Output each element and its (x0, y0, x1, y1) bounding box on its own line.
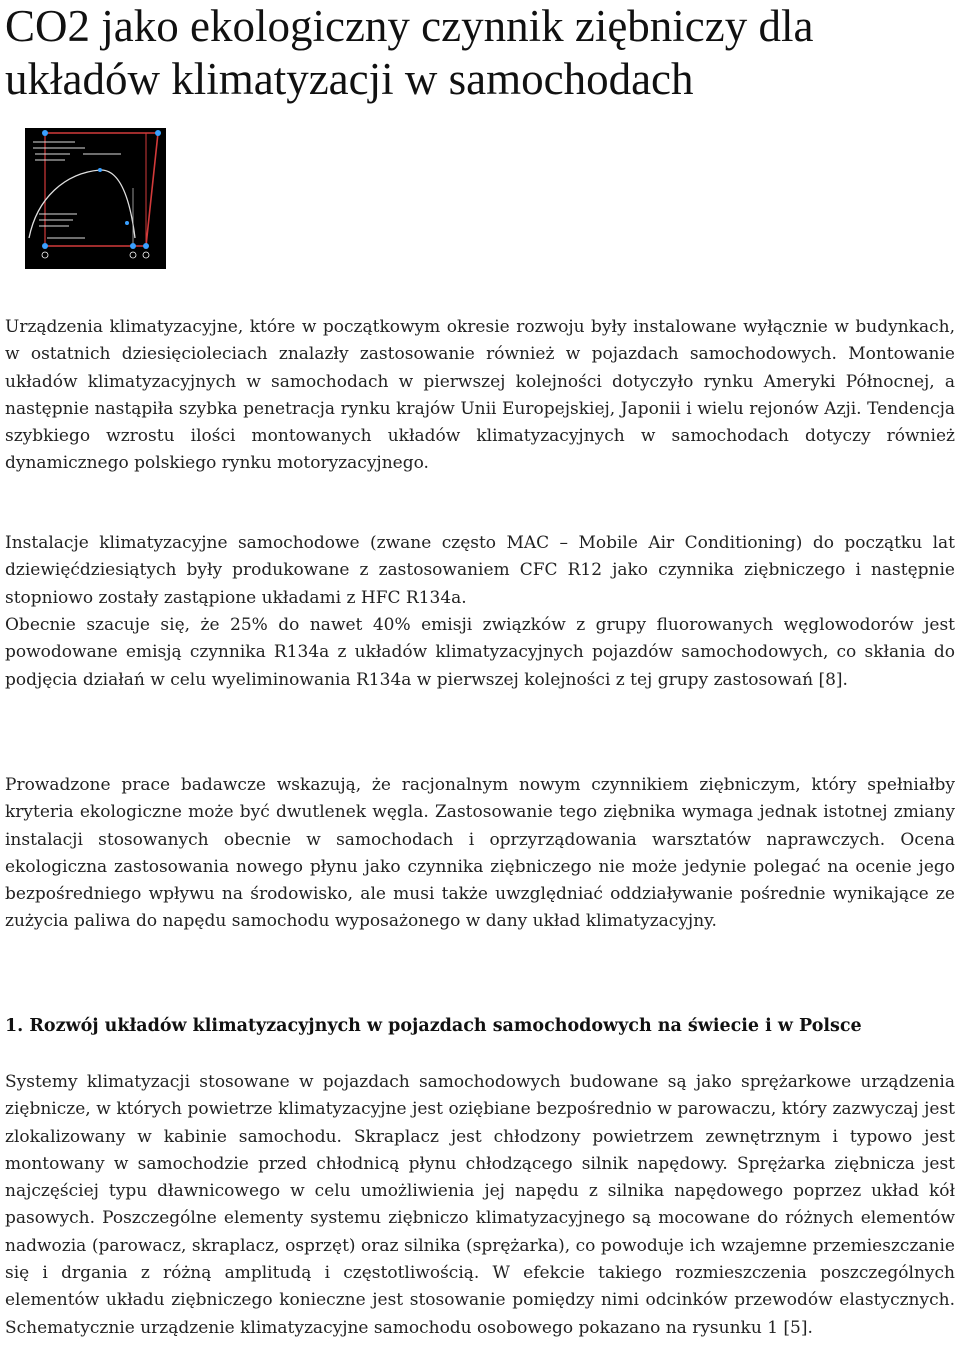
paragraph-mac-history: Instalacje klimatyzacyjne samochodowe (zwane często MAC – Mobile Air Conditioning) do początku lat dziewięćdziesiątych były produkowane z zastosowaniem CFC R12 jako czynnika ziębniczego i następnie stopniowo zostały zastąpione układami z HFC R134a. (5, 533, 955, 608)
section-heading: 1. Rozwój układów klimatyzacyjnych w pojazdach samochodowych na świecie i w Polsce (5, 1016, 862, 1036)
paragraph-intro: Urządzenia klimatyzacyjne, które w początkowym okresie rozwoju były instalowane wyłącznie w budynkach, w ostatnich dziesięcioleciach znalazły zastosowanie również w pojazdach samochodowych. Montowanie układów klimatyzacyjnych w samochodach w pierwszej kolejności dotyczyło rynku Ameryki Północnej, a następnie nastąpiła szybka penetracja rynku krajów Unii Europejskiej, Japonii i wielu rejonów Azji. Tendencja szybkiego wzrostu ilości montowanych układów klimatyzacyjnych w samochodach dotyczy również dynamicznego polskiego rynku motoryzacyjnego. (5, 317, 955, 474)
page-title: CO2 jako ekologiczny czynnik ziębniczy dla układów klimatyzacji w samochodach (5, 1, 814, 104)
cycle-diagram-figure (25, 128, 166, 269)
paragraph-research: Prowadzone prace badawcze wskazują, że racjonalnym nowym czynnikiem ziębniczym, który spełniałby kryteria ekologiczne może być dwutlenek węgla. Zastosowanie tego ziębnika wymaga jednak istotnej zmiany instalacji stosowanych obecnie w samochodach i oprzyrządowania warsztatów naprawczych. Ocena ekologiczna zastosowania nowego płynu jako czynnika ziębniczego nie może jedynie polegać na ocenie jego bezpośredniego wpływu na środowisko, ale musi także uwzględniać oddziaływanie pośrednie wynikające ze zużycia paliwa do napędu samochodu wyposażonego w dany układ klimatyzacyjny. (5, 775, 955, 932)
paragraph-systems: Systemy klimatyzacji stosowane w pojazdach samochodowych budowane są jako sprężarkowe urządzenia ziębnicze, w których powietrze klimatyzacyjne jest oziębiane bezpośrednio w parowaczu, który zazwyczaj jest zlokalizowany w kabinie samochodu. Skraplacz jest chłodzony powietrzem zewnętrznym i typowo jest montowany w samochodzie przed chłodnicą płynu chłodzącego silnik napędowy. Sprężarka ziębnicza jest najczęściej typu dławnicowego w celu umożliwienia jej napędu z silnika napędowego poprzez układ kół pasowych. Poszczególne elementy systemu ziębniczo klimatyzacyjnego są mocowane do różnych elementów nadwozia (parowacz, skraplacz, osprzęt) oraz silnika (sprężarka), co powoduje ich wzajemne przemieszczanie się i drgania z różną amplitudą i częstotliwością. W efekcie takiego rozmieszczenia poszczególnych elementów układu ziębniczego konieczne jest stosowanie pomiędzy nimi odcinków przewodów elastycznych. Schematycznie urządzenie klimatyzacyjne samochodu osobowego pokazano na rysunku 1 [5]. (5, 1072, 955, 1338)
pressure-enthalpy-diagram-icon (25, 128, 166, 269)
paragraph-emissions: Obecnie szacuje się, że 25% do nawet 40% emisji związków z grupy fluorowanych węglowodorów jest powodowane emisją czynnika R134a z układów klimatyzacyjnych pojazdów samochodowych, co skłania do podjęcia działań w celu wyeliminowania R134a w pierwszej kolejności z tej grupy zastosowań [8]. (5, 615, 955, 690)
